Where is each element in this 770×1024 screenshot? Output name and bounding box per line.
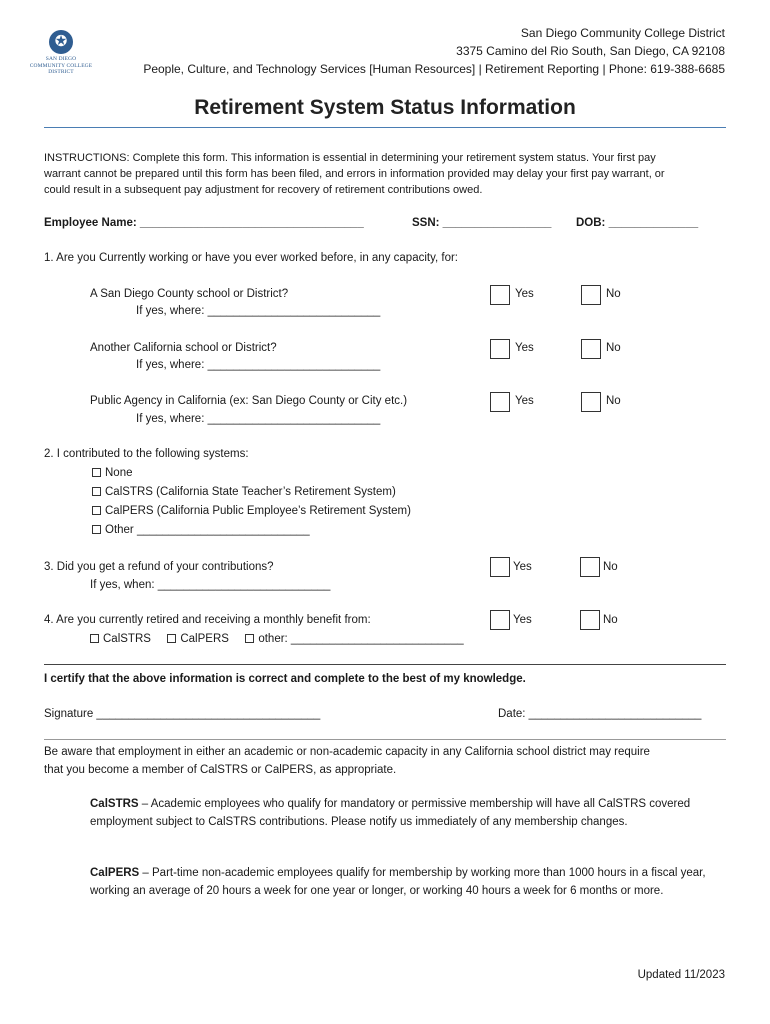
q4-yes-checkbox[interactable] xyxy=(490,610,510,630)
no-label: No xyxy=(606,342,621,354)
district-logo xyxy=(27,30,95,76)
q1-agency-no-checkbox[interactable] xyxy=(581,392,601,412)
q1-county-yes-checkbox[interactable] xyxy=(490,285,510,305)
yes-label: Yes xyxy=(513,614,532,626)
notice-text: Be aware that employment in either an academic or non-academic capacity in any California school district may require that you become a member of CalSTRS or CalPERS, as appropriate. xyxy=(44,746,650,776)
q1-item-where[interactable]: If yes, where: ___________________________ xyxy=(136,305,381,317)
q1-county-no-checkbox[interactable] xyxy=(581,285,601,305)
q1-item-label: A San Diego County school or District? xyxy=(90,288,289,300)
q4-calpers-checkbox[interactable] xyxy=(167,634,176,643)
q2-option-calpers[interactable]: CalPERS (California Public Employee’s Retirement System) xyxy=(92,504,411,519)
calstrs-note: CalSTRS – Academic employees who qualify for mandatory or permissive membership will have all CalSTRS covered employment subject to CalSTRS contributions. Please notify us immediately of any membership changes. xyxy=(90,798,691,828)
employee-name-field[interactable]: Employee Name: ___________________________________ xyxy=(44,217,364,229)
logo-text: SAN DIEGO COMMUNITY COLLEGE DISTRICT xyxy=(29,56,93,75)
signature-field[interactable]: Signature ___________________________________ xyxy=(44,708,321,720)
calpers-note: CalPERS – Part-time non-academic employees qualify for membership by working more than 1000 hours in a fiscal year, working an average of 20 hours a week for one year or longer, or working 40 hours a week for 6 months or more. xyxy=(90,867,706,897)
q1-item-where[interactable]: If yes, where: ___________________________ xyxy=(136,359,381,371)
certify-divider xyxy=(44,664,726,665)
q2-option-other[interactable]: Other ___________________________ xyxy=(92,523,310,538)
q1-agency-yes-checkbox[interactable] xyxy=(490,392,510,412)
yes-label: Yes xyxy=(515,395,534,407)
question-2: 2. I contributed to the following systems: xyxy=(44,448,249,460)
q3-when-field[interactable]: If yes, when: ___________________________ xyxy=(90,579,331,591)
no-label: No xyxy=(603,561,618,573)
no-label: No xyxy=(606,395,621,407)
title-divider xyxy=(44,127,726,128)
q2-none-checkbox[interactable] xyxy=(92,468,101,477)
instructions: INSTRUCTIONS: Complete this form. This information is essential in determining your retirement system status. Your first pay warrant cannot be prepared until this form has been filed, and errors in information provided may delay your first pay warrant, or could result in a subsequent pay adjustment for recovery of retirement contributions owed. xyxy=(44,152,665,196)
q1-california-yes-checkbox[interactable] xyxy=(490,339,510,359)
yes-label: Yes xyxy=(513,561,532,573)
q4-no-checkbox[interactable] xyxy=(580,610,600,630)
header-district-name: San Diego Community College District xyxy=(520,26,725,40)
question-1: 1. Are you Currently working or have you ever worked before, in any capacity, for: xyxy=(44,252,458,264)
q4-calstrs-checkbox[interactable] xyxy=(90,634,99,643)
no-label: No xyxy=(606,288,621,300)
updated-date: Updated 11/2023 xyxy=(637,969,725,981)
certify-statement: I certify that the above information is correct and complete to the best of my knowledge. xyxy=(44,673,526,685)
page-title: Retirement System Status Information xyxy=(194,96,576,119)
dob-field[interactable]: DOB: ______________ xyxy=(576,217,699,229)
q4-other-checkbox[interactable] xyxy=(245,634,254,643)
question-4: 4. Are you currently retired and receiving a monthly benefit from: xyxy=(44,614,371,626)
yes-label: Yes xyxy=(515,288,534,300)
q2-option-calstrs[interactable]: CalSTRS (California State Teacher’s Retirement System) xyxy=(92,485,396,500)
q2-calstrs-checkbox[interactable] xyxy=(92,487,101,496)
date-field[interactable]: Date: ___________________________ xyxy=(498,708,702,720)
q1-item-label: Another California school or District? xyxy=(90,342,277,354)
q1-item-label: Public Agency in California (ex: San Diego County or City etc.) xyxy=(90,395,408,407)
notice-divider xyxy=(44,739,726,740)
question-3: 3. Did you get a refund of your contributions? xyxy=(44,561,274,573)
q2-calpers-checkbox[interactable] xyxy=(92,506,101,515)
header-department: People, Culture, and Technology Services [Human Resources] | Retirement Reporting | Phone: 619-388-6685 xyxy=(143,62,725,76)
yes-label: Yes xyxy=(515,342,534,354)
no-label: No xyxy=(603,614,618,626)
q4-options: CalSTRS CalPERS other: ___________________________ xyxy=(90,632,464,647)
q3-yes-checkbox[interactable] xyxy=(490,557,510,577)
q1-item-where[interactable]: If yes, where: ___________________________ xyxy=(136,413,381,425)
q1-california-no-checkbox[interactable] xyxy=(581,339,601,359)
header-address: 3375 Camino del Rio South, San Diego, CA 92108 xyxy=(456,44,725,58)
q2-option-none[interactable]: None xyxy=(92,466,133,481)
q2-other-checkbox[interactable] xyxy=(92,525,101,534)
seal-icon: ✪ xyxy=(49,30,73,54)
ssn-field[interactable]: SSN: _________________ xyxy=(412,217,552,229)
q3-no-checkbox[interactable] xyxy=(580,557,600,577)
